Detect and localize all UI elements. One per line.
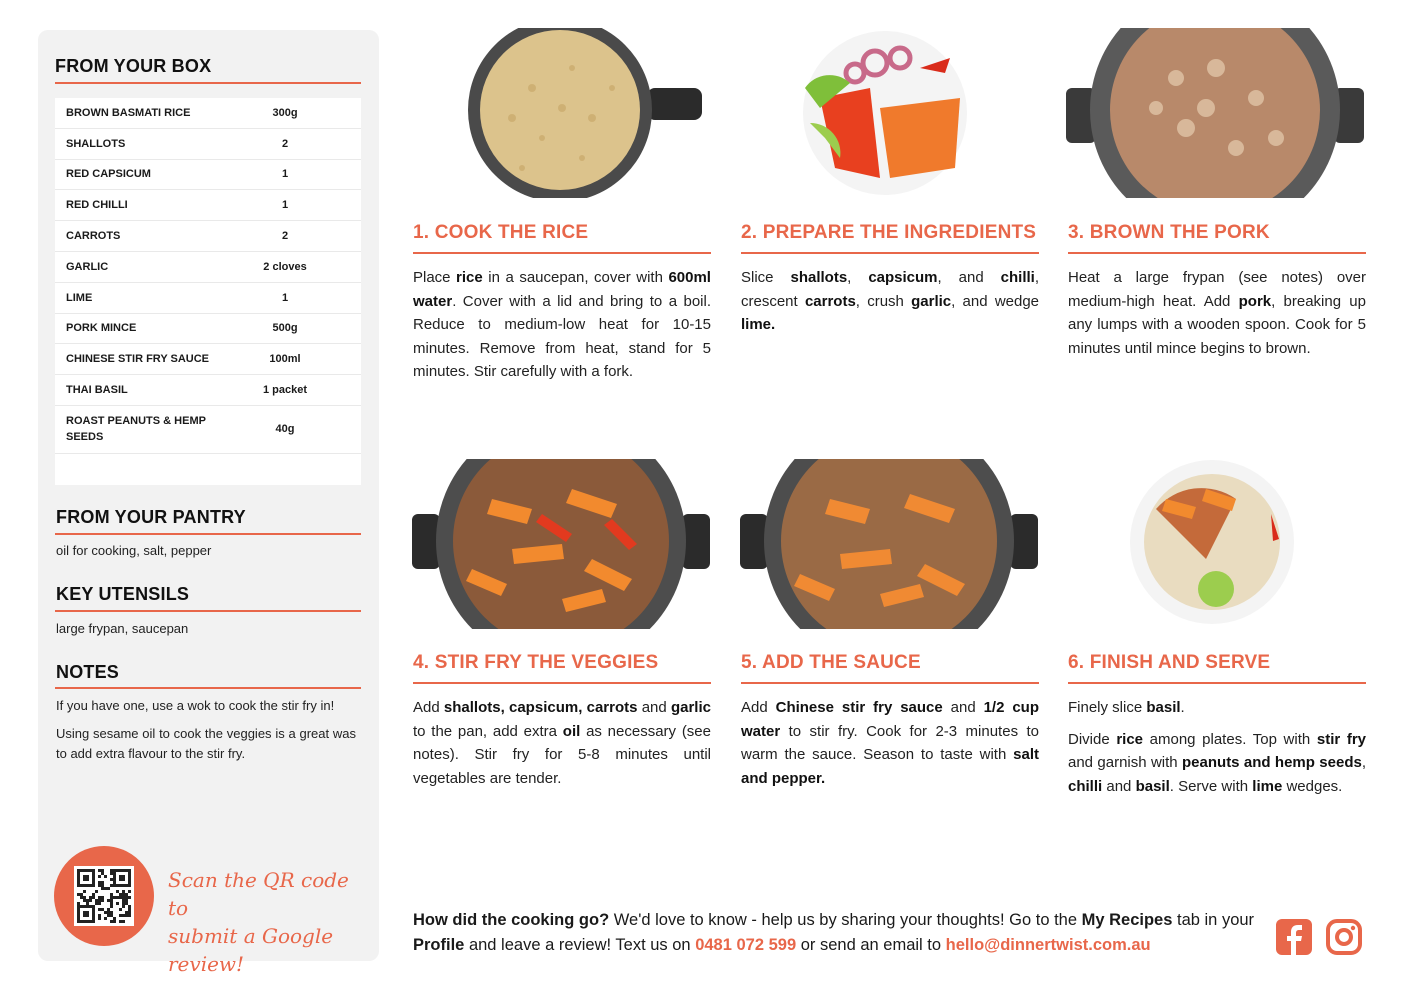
step-text: to the pan, add extra <box>413 722 563 740</box>
footer-text-4: or send an email to <box>796 936 946 954</box>
note-1: If you have one, use a wok to cook the stir fry in! <box>56 698 335 713</box>
step-text: Place <box>413 269 457 286</box>
step-text: Finely slice <box>1068 699 1147 716</box>
step-emphasis: salt and pepper. <box>741 746 1039 787</box>
ingredient-row <box>55 98 361 129</box>
step-instructions <box>1068 696 1366 798</box>
ingredient-qty: 1 <box>281 199 289 212</box>
footer-text-2: tab in your <box>1172 911 1255 929</box>
qr-caption-line-2: submit a Google review! <box>168 924 334 976</box>
ingredient-name: RED CAPSICUM <box>66 168 151 181</box>
step-text: , breaking up any lumps with a wooden spoon. Cook for 5 minutes until mince begins to brown. <box>1068 292 1366 357</box>
step-divider <box>1068 682 1366 684</box>
step-emphasis: rice <box>456 269 483 286</box>
step-divider <box>1068 252 1366 254</box>
veggies-in-pan-image <box>412 459 712 629</box>
ingredient-qty: 500g <box>272 322 298 335</box>
qr-caption-line-1: Scan the QR code to <box>168 868 349 920</box>
step-instructions <box>413 696 711 790</box>
step-text: and <box>637 699 671 716</box>
step-text: , and wedge <box>951 292 1040 310</box>
step-text: Slice <box>741 269 791 286</box>
notes-heading: NOTES <box>56 662 120 682</box>
ingredient-row <box>55 375 361 406</box>
stir-fry-with-sauce-image <box>740 459 1040 629</box>
key-utensils-heading: KEY UTENSILS <box>56 584 190 604</box>
step-instructions <box>741 266 1039 337</box>
divider <box>55 82 361 84</box>
step-title: 3. BROWN THE PORK <box>1068 222 1270 243</box>
step-text: and garnish with <box>1068 754 1183 771</box>
step-emphasis: 1/2 cup water <box>741 699 1040 740</box>
ingredient-name: CARROTS <box>66 230 121 243</box>
divider <box>55 610 361 612</box>
rice-in-saucepan-image <box>412 28 712 198</box>
step-emphasis: garlic <box>911 292 952 310</box>
step-emphasis: lime <box>1252 777 1283 795</box>
ingredient-qty: 2 <box>281 230 289 243</box>
step-title: 1. COOK THE RICE <box>413 222 589 243</box>
step-emphasis: Chinese stir fry sauce <box>775 699 943 716</box>
utensils-text: large frypan, saucepan <box>56 621 189 636</box>
step-title: 6. FINISH AND SERVE <box>1068 652 1271 673</box>
ingredient-name: SHALLOTS <box>66 137 126 150</box>
step-text: , crush <box>855 292 912 310</box>
qr-code-icon[interactable] <box>74 866 134 926</box>
step-text: to stir fry. Cook for 2-3 minutes to warm the sauce. Season to taste with <box>741 722 1039 763</box>
step-emphasis: peanuts and hemp seeds <box>1182 754 1362 771</box>
step-emphasis: garlic <box>670 699 711 716</box>
step-title: 4. STIR FRY THE VEGGIES <box>413 652 659 673</box>
divider <box>55 687 361 689</box>
divider <box>55 533 361 535</box>
ingredient-name: CHINESE STIR FRY SAUCE <box>66 353 210 366</box>
step-text: Add <box>413 699 444 716</box>
step-instructions <box>741 696 1039 790</box>
ingredient-row <box>55 314 361 345</box>
plated-dish-image <box>1066 459 1366 629</box>
from-your-box-heading: FROM YOUR BOX <box>55 56 212 76</box>
step-emphasis: 600ml water <box>413 269 711 310</box>
step-text: and <box>1102 777 1136 795</box>
ingredient-name: RED CHILLI <box>66 199 128 212</box>
step-emphasis: shallots <box>790 269 848 286</box>
step-emphasis: carrots <box>804 292 856 310</box>
ingredient-row <box>55 129 361 160</box>
step-text: . Serve with <box>1169 777 1253 795</box>
sliced-vegetables-image <box>740 28 1040 198</box>
step-emphasis: lime. <box>741 316 776 333</box>
ingredient-name: PORK MINCE <box>66 322 137 335</box>
from-your-pantry-heading: FROM YOUR PANTRY <box>56 507 246 527</box>
step-text: Heat a large frypan (see notes) over medium-high heat. Add <box>1068 269 1366 310</box>
note-2: Using sesame oil to cook the veggies is a great was to add extra flavour to the stir fry. <box>56 726 356 761</box>
ingredient-name: GARLIC <box>66 260 109 273</box>
step-emphasis: shallots, capsicum, carrots <box>443 699 638 716</box>
step-emphasis: stir fry <box>1316 730 1367 748</box>
step-instructions <box>1068 266 1366 360</box>
step-text: , <box>1361 754 1367 771</box>
ingredient-row <box>55 406 361 454</box>
step-text: Add <box>741 699 776 716</box>
facebook-icon[interactable] <box>1275 918 1313 956</box>
step-emphasis: capsicum <box>868 269 938 286</box>
step-text: as necessary (see notes). Stir fry for 5-8 minutes until vegetables are tender. <box>413 722 711 787</box>
feedback-footer <box>413 908 1263 958</box>
ingredient-name: LIME <box>66 291 93 304</box>
ingredient-qty: 2 <box>281 137 289 150</box>
my-recipes-link[interactable]: My Recipes <box>1081 911 1173 929</box>
step-text: , crescent <box>741 269 1039 310</box>
ingredient-row <box>55 283 361 314</box>
ingredient-row <box>55 252 361 283</box>
step-divider <box>741 252 1039 254</box>
step-divider <box>413 682 711 684</box>
ingredient-name: THAI BASIL <box>66 384 128 397</box>
ingredient-row <box>55 221 361 252</box>
step-emphasis: chilli <box>1000 269 1035 286</box>
ingredient-qty: 1 packet <box>263 384 308 397</box>
ingredients-table <box>55 98 361 485</box>
ingredients-panel <box>38 30 379 976</box>
ingredient-qty: 300g <box>272 106 298 119</box>
ingredient-name: ROAST PEANUTS & HEMP SEEDS <box>66 415 206 444</box>
qr-badge[interactable] <box>54 846 154 946</box>
step-text: , and <box>937 269 1001 286</box>
phone-link[interactable]: 0481 072 599 <box>695 936 797 954</box>
pantry-text: oil for cooking, salt, pepper <box>56 543 212 558</box>
pork-mince-image <box>1066 28 1366 198</box>
step-emphasis: basil <box>1135 777 1170 795</box>
step-divider <box>413 252 711 254</box>
step-text: . Cover with a lid and bring to a boil. Reduce to medium-low heat for 10-15 minutes. Remove from heat, stand for 5 minutes. Stir carefully with a fork. <box>413 292 711 380</box>
ingredient-name: BROWN BASMATI RICE <box>66 106 191 119</box>
step-text: in a saucepan, cover with <box>482 269 669 286</box>
step-divider <box>741 682 1039 684</box>
step-text: . <box>1180 699 1185 716</box>
step-emphasis: rice <box>1116 730 1144 748</box>
ingredient-qty: 1 <box>281 168 289 181</box>
ingredient-row <box>55 344 361 375</box>
ingredient-qty: 100ml <box>269 353 301 366</box>
step-text: wedges. <box>1282 777 1343 795</box>
ingredient-qty: 40g <box>275 423 295 436</box>
profile-link[interactable]: Profile <box>413 936 465 954</box>
step-text: , <box>847 269 869 286</box>
step-text: Divide <box>1068 730 1117 748</box>
ingredient-qty: 1 <box>281 291 289 304</box>
footer-text-3: and leave a review! Text us on <box>464 936 696 954</box>
instagram-icon[interactable] <box>1325 918 1363 956</box>
ingredient-row <box>55 160 361 191</box>
step-title: 5. ADD THE SAUCE <box>741 652 921 673</box>
email-link[interactable]: hello@dinnertwist.com.au <box>945 936 1151 954</box>
paragraph-break <box>1068 720 1366 728</box>
step-text: and <box>942 699 984 716</box>
step-instructions <box>413 266 711 384</box>
footer-lead: How did the cooking go? <box>413 911 610 929</box>
step-emphasis: pork <box>1238 292 1272 310</box>
step-title: 2. PREPARE THE INGREDIENTS <box>741 222 1037 243</box>
step-emphasis: chilli <box>1068 777 1103 795</box>
footer-text-1: We'd love to know - help us by sharing your thoughts! Go to the <box>609 911 1082 929</box>
step-emphasis: oil <box>562 722 581 740</box>
qr-caption <box>168 866 368 978</box>
ingredient-qty: 2 cloves <box>263 260 307 273</box>
ingredient-row <box>55 190 361 221</box>
step-text: among plates. Top with <box>1143 730 1317 748</box>
step-emphasis: basil <box>1146 699 1181 716</box>
